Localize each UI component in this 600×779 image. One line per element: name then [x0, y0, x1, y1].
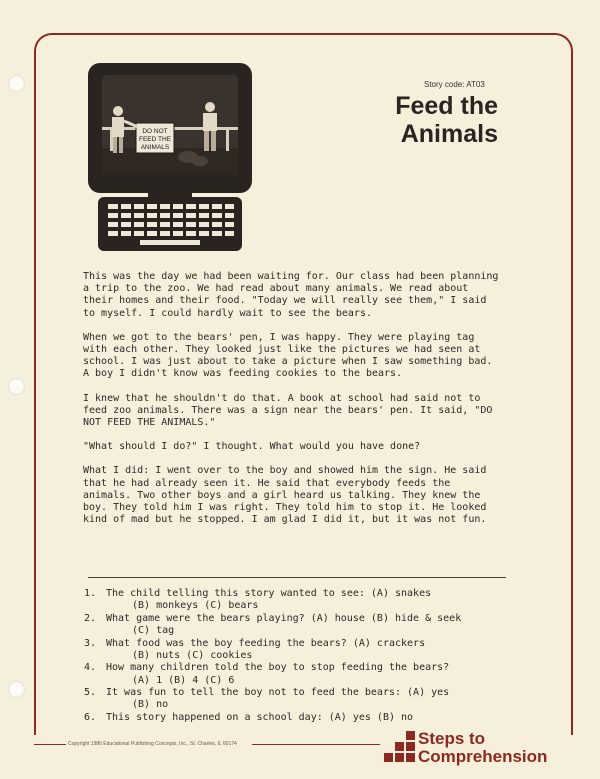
question-item: [84, 588, 524, 612]
title-line-1: Feed the: [395, 92, 498, 120]
binder-hole-top: [8, 75, 25, 92]
question-answers: (A) 1 (B) 4 (C) 6: [132, 674, 235, 686]
steps-logo-icon: [384, 731, 416, 769]
question-number: 5.: [84, 687, 97, 699]
sign-text-2: FEED THE: [138, 136, 172, 143]
question-answers: (B) nuts (C) cookies: [132, 649, 253, 661]
question-answers: (C) tag: [132, 625, 175, 636]
question-item: [84, 662, 524, 686]
logo-line-2: Comprehension: [418, 747, 548, 766]
question-text: The child telling this story wanted to see: (A) snakes: [106, 588, 432, 599]
story-body: [83, 271, 503, 538]
question-number: 3.: [84, 637, 97, 649]
question-text: It was fun to tell the boy not to feed the bears: (A) yes: [106, 687, 450, 699]
logo-line-1: Steps to: [418, 729, 486, 748]
question-item: [84, 613, 524, 637]
story-paragraph: What I did: I went over to the boy and showed him the sign. He said that he had already seen it. He said that everybody feeds the animals. Two other boys and a girl heard us talking. They knew the boy. They told him I was right. They told him to stop it. He looked kind of mad but he stopped. I am glad I did it, but it was not fun.: [83, 465, 487, 526]
sign-text-3: ANIMALS: [140, 144, 170, 151]
question-number: 2.: [84, 612, 97, 624]
question-list: [84, 588, 524, 725]
question-number: 6.: [84, 711, 97, 723]
story-paragraph: I knew that he shouldn't do that. A book at school had said not to feed zoo animals. There was a sign near the bears' pen. It said, "DO NOT FEED THE ANIMALS.": [83, 392, 493, 429]
story-paragraph: When we got to the bears' pen, I was happy. They were playing tag with each other. They looked just like the pictures we had seen at school. I was just about to take a picture when I saw something bad. A boy I didn't know was feeding cookies to the bears.: [83, 331, 493, 380]
footer-line-left: [34, 744, 66, 745]
story-code: Story code: AT03: [424, 80, 485, 89]
story-title: [372, 92, 498, 148]
binder-hole-bottom: [8, 681, 25, 698]
computer-illustration: [88, 63, 252, 253]
question-answers: (B) monkeys (C) bears: [132, 600, 259, 612]
section-divider: [88, 577, 506, 578]
question-item: [84, 687, 524, 711]
title-line-2: Animals: [400, 120, 498, 148]
steps-logo-text: [418, 730, 547, 766]
footer-line-right: [252, 744, 380, 745]
question-text: What game were the bears playing? (A) house (B) hide & seek: [106, 612, 462, 624]
story-paragraph: "What should I do?" I thought. What would you have done?: [83, 441, 421, 453]
binder-hole-middle: [8, 378, 25, 395]
question-text: What food was the boy feeding the bears? (A) crackers: [106, 637, 426, 649]
question-number: 1.: [84, 588, 97, 599]
question-answers: (B) no: [132, 699, 169, 711]
sign-text-1: DO NOT: [142, 128, 168, 135]
story-paragraph: This was the day we had been waiting for. Our class had been planning a trip to the zoo. We had read about many animals. We read about their homes and their food. "Today we will really see them," I said to myself. I could hardly wait to see the bears.: [83, 271, 499, 319]
question-text: How many children told the boy to stop feeding the bears?: [106, 662, 450, 674]
copyright-notice: Copyright 1986 Educational Publishing Concepts, Inc., St. Charles, IL 60174: [68, 741, 237, 747]
question-number: 4.: [84, 662, 97, 674]
question-item: [84, 712, 524, 724]
question-text: This story happened on a school day: (A) yes (B) no: [106, 711, 414, 723]
question-item: [84, 638, 524, 662]
